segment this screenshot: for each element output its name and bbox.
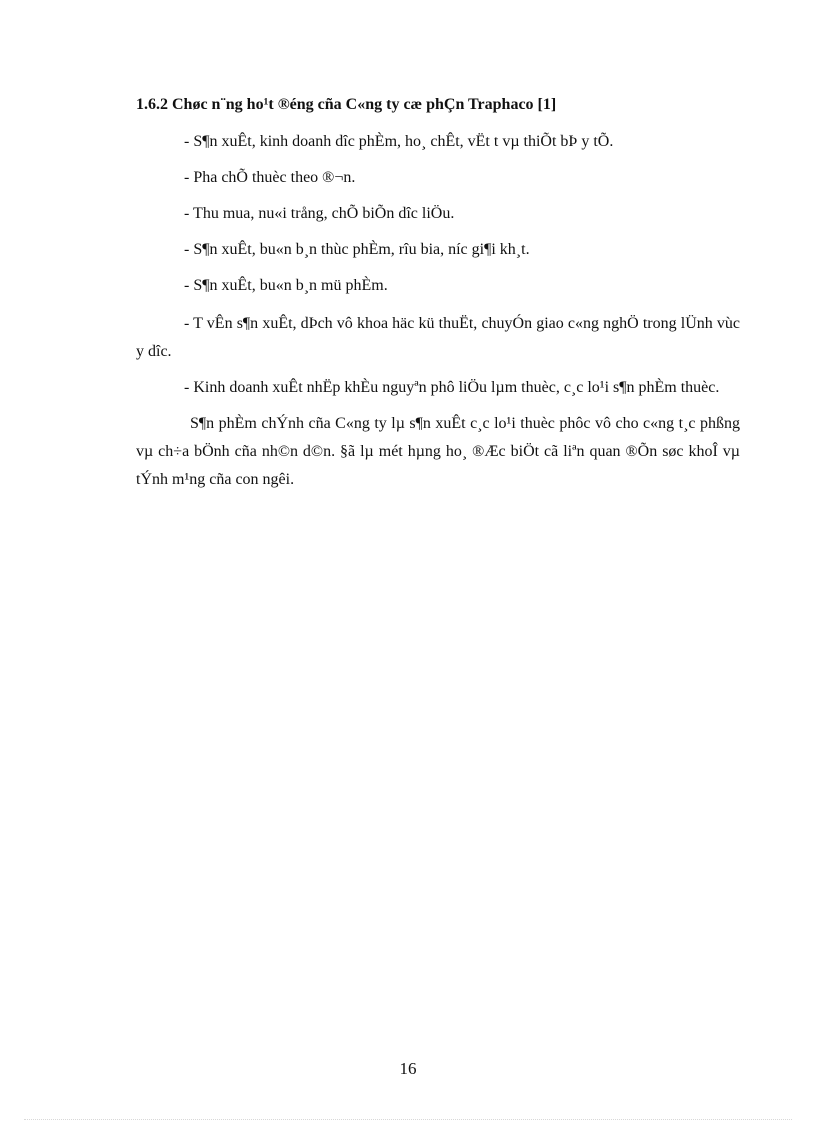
list-item: - T vÊn s¶n xuÊt, dÞch vô khoa häc kü thuËt, chuyÓn giao c«ng nghÖ trong lÜnh vùc y dîc. (136, 315, 740, 360)
list-item: - Pha chÕ thuèc theo ®¬n. (184, 169, 356, 186)
list-item: - Thu mua, nu«i trång, chÕ biÕn dîc liÖu. (184, 205, 455, 222)
body-paragraph: S¶n phÈm chÝnh cña C«ng ty lµ s¶n xuÊt c¸c lo¹i thuèc phôc vô cho c«ng t¸c phßng vµ ch÷a bÖnh cña nh©n d©n. §ã lµ mét hµng ho¸ ®Æc biÖt cã liªn quan ®Õn søc khoÎ vµ tÝnh m¹ng cña con ngêi. (136, 415, 740, 488)
list-item: - S¶n xuÊt, bu«n b¸n mü phÈm. (184, 277, 388, 294)
list-item: - Kinh doanh xuÊt nhËp khÈu nguyªn phô liÖu lµm thuèc, c¸c lo¹i s¶n phÈm thuèc. (184, 379, 720, 396)
section-heading: 1.6.2 Chøc n¨ng ho¹t ®éng cña C«ng ty cæ phÇn Traphaco [1] (136, 96, 557, 113)
page-content (136, 94, 740, 494)
page-number: 16 (399, 1059, 417, 1078)
page-divider (24, 1119, 792, 1120)
list-item: - S¶n xuÊt, bu«n b¸n thùc phÈm, rîu bia, níc gi¶i kh¸t. (184, 241, 530, 258)
function-list (136, 130, 740, 402)
list-item: - S¶n xuÊt, kinh doanh dîc phÈm, ho¸ chÊt, vËt t vµ thiÕt bÞ y tÕ. (184, 133, 614, 150)
